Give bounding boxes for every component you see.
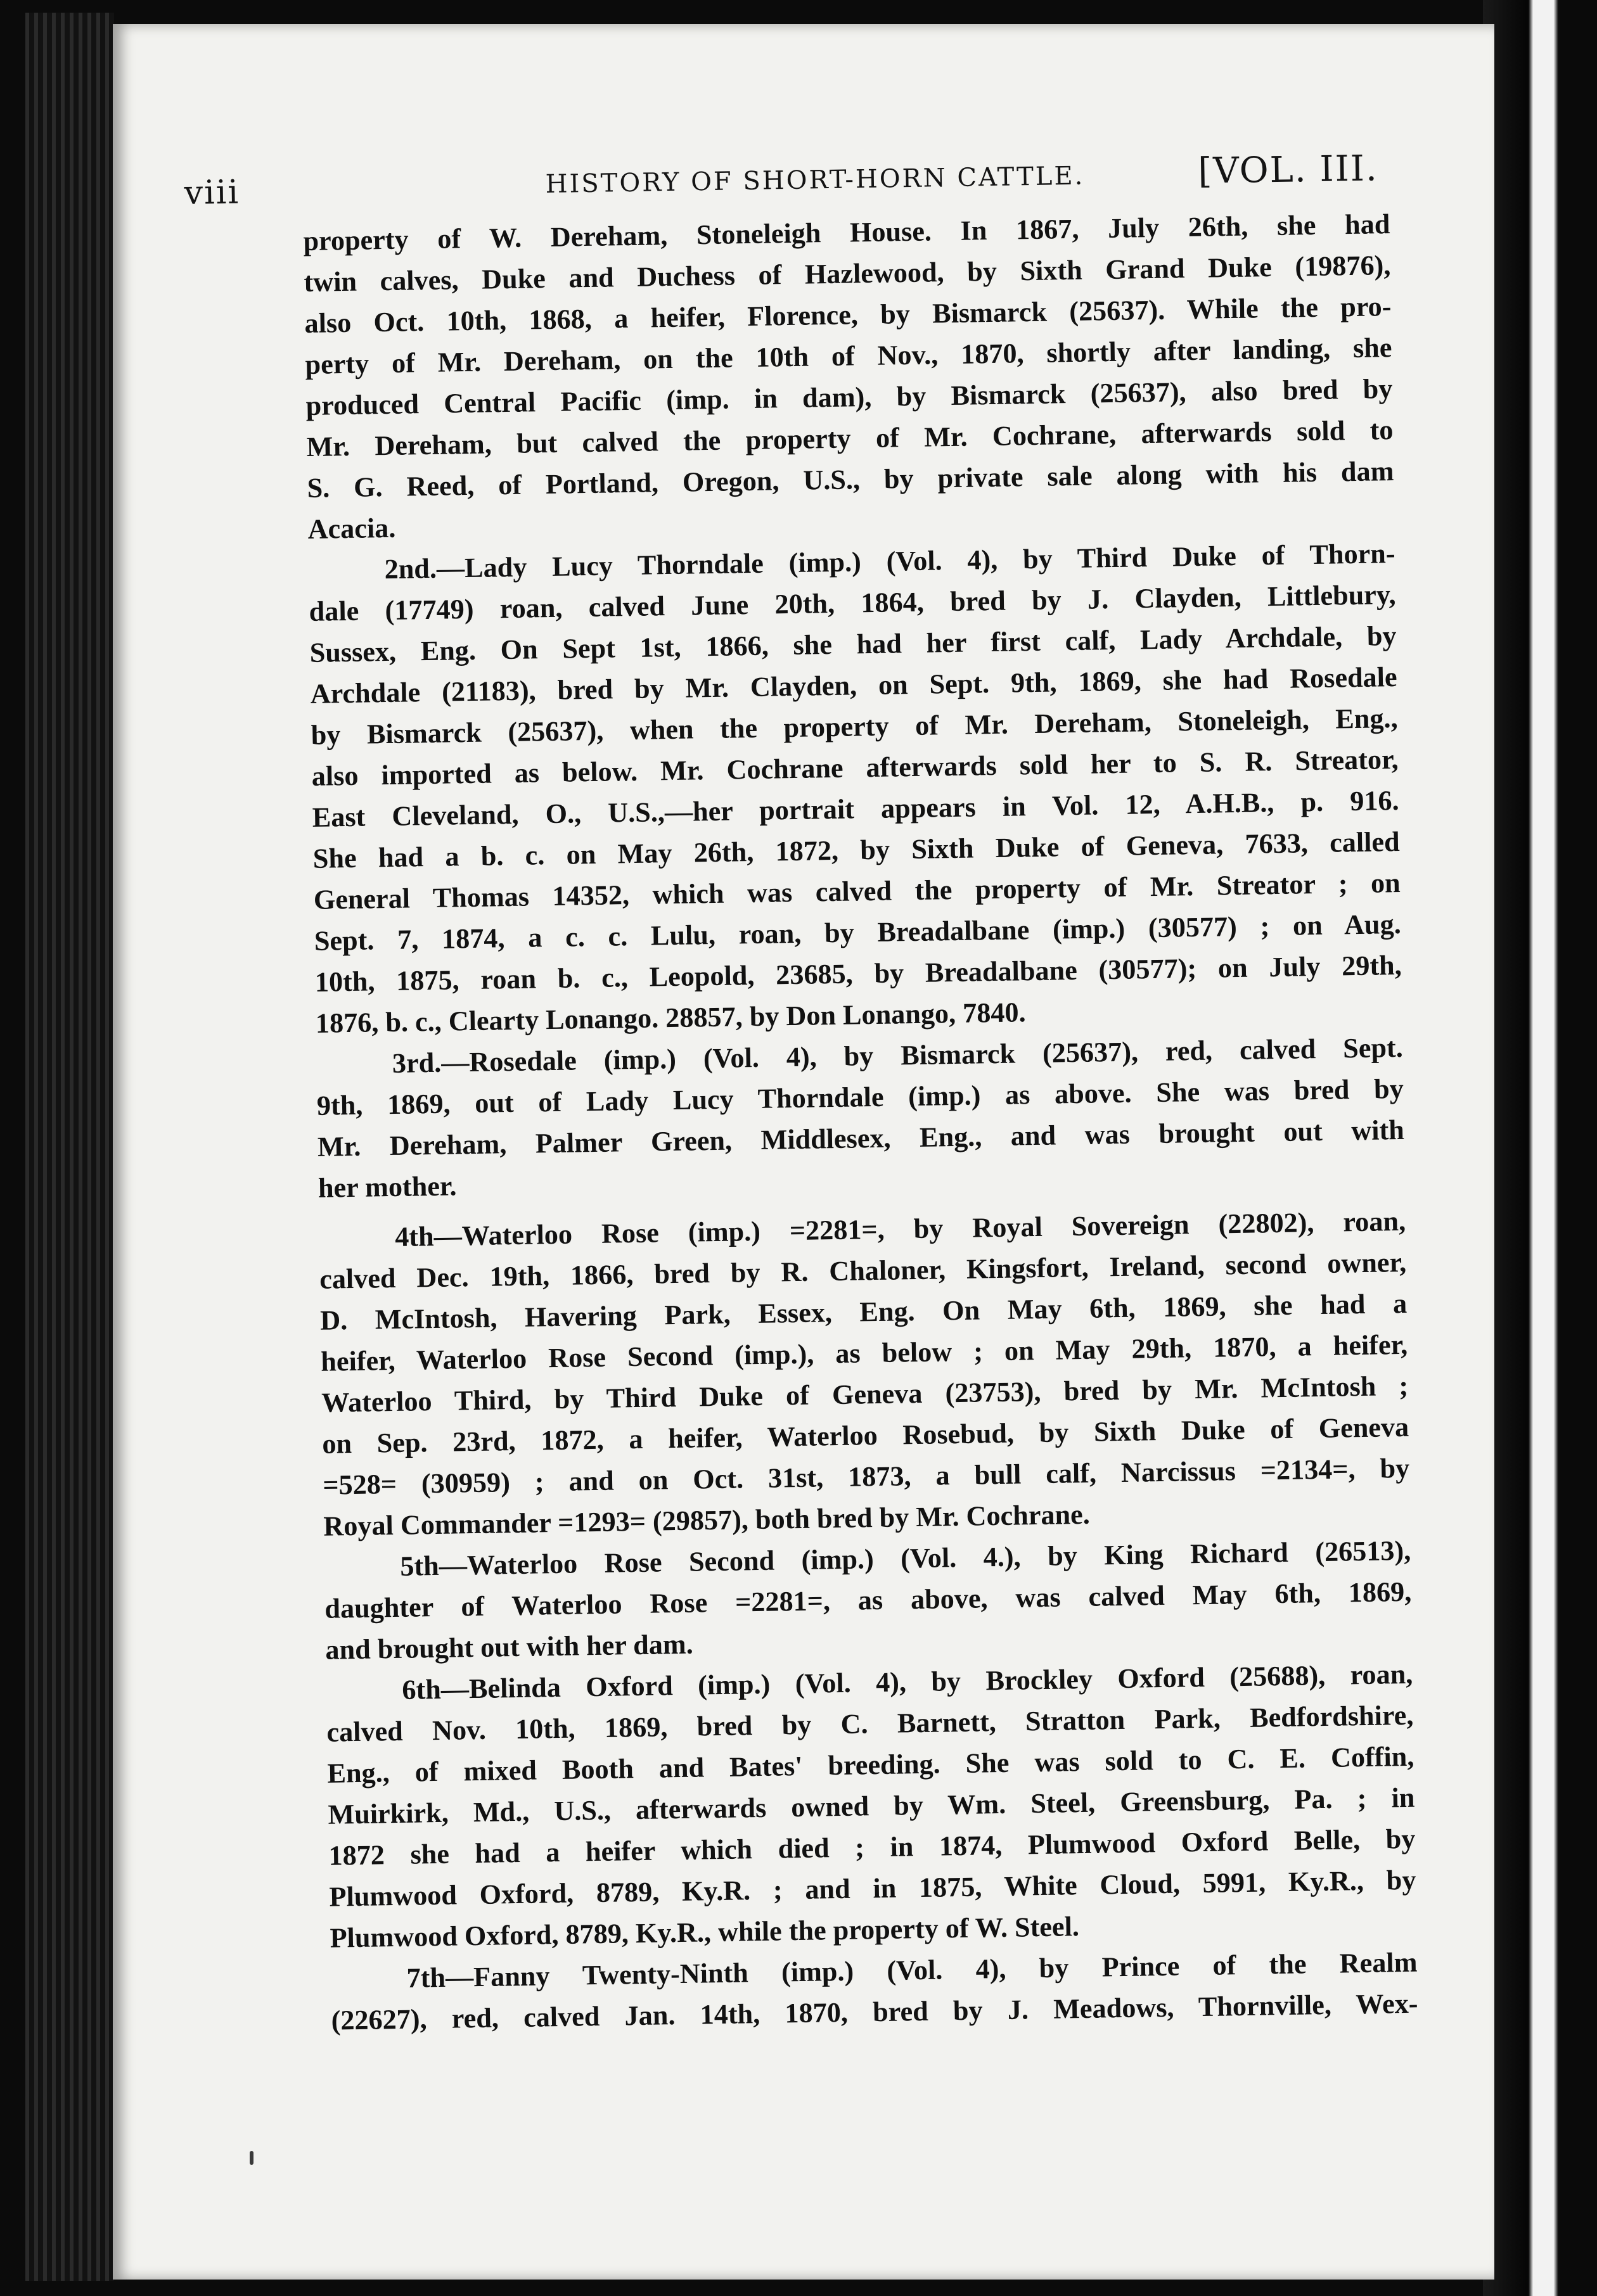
text-line: 7th—Fanny Twenty-Ninth (imp.) (Vol. 4), by Prince of the Realm <box>406 1946 1418 1994</box>
text-line: She had a b. c. on May 26th, 1872, by Sixth Duke of Geneva, 7633, called <box>312 826 1400 874</box>
text-line: Archdale (21183), bred by Mr. Clayden, on Sept. 9th, 1869, she had Rosedale <box>310 661 1397 710</box>
text-line: 4th—Waterloo Rose (imp.) =2281=, by Royal Sovereign (22802), roan, <box>394 1205 1406 1253</box>
text-line: East Cleveland, O., U.S.,—her portrait appears in Vol. 12, A.H.B., p. 916. <box>312 784 1399 833</box>
text-line: also Oct. 10th, 1868, a heifer, Florence, by Bismarck (25637). While the pro- <box>304 291 1392 339</box>
text-line: Sussex, Eng. On Sept 1st, 1866, she had her first calf, Lady Archdale, by <box>309 620 1397 668</box>
paragraph-6 <box>326 1654 1417 1959</box>
text-line: by Bismarck (25637), when the property of Mr. Dereham, Stoneleigh, Eng., <box>311 702 1398 751</box>
text-line: 10th, 1875, roan b. c., Leopold, 23685, by Breadalbane (30577); on July 29th, <box>314 949 1402 998</box>
paragraph-5 <box>324 1530 1413 1671</box>
text-line: 1872 she had a heifer which died ; in 1874, Plumwood Oxford Belle, by <box>328 1823 1416 1872</box>
text-line: D. McIntosh, Havering Park, Essex, Eng. On May 6th, 1869, she had a <box>319 1287 1408 1336</box>
text-line: property of W. Dereham, Stoneleigh House. In 1867, July 26th, she had <box>303 208 1390 257</box>
running-title: HISTORY OF SHORT-HORN CATTLE. <box>545 161 1085 200</box>
text-line: her mother. <box>317 1170 457 1204</box>
text-line: Mr. Dereham, but calved the property of Mr. Cochrane, afterwards sold to <box>306 414 1394 462</box>
text-line: Plumwood Oxford, 8789, Ky.R., while the property of W. Steel. <box>330 1911 1080 1954</box>
text-line: Eng., of mixed Booth and Bates' breeding. She was sold to C. E. Coffin, <box>327 1740 1414 1789</box>
paragraph-2 <box>308 533 1402 1044</box>
volume-marker: [VOL. III. <box>1197 148 1379 192</box>
text-line: General Thomas 14352, which was calved the property of Mr. Streator ; on <box>313 867 1401 915</box>
text-line: Sept. 7, 1874, a c. c. Lulu, roan, by Breadalbane (imp.) (30577) ; on Aug. <box>314 908 1402 957</box>
text-line: 1876, b. c., Clearty Lonango. 28857, by Don Lonango, 7840. <box>315 997 1026 1039</box>
text-line: produced Central Pacific (imp. in dam), by Bismarck (25637), also bred by <box>305 373 1393 421</box>
scan-speck <box>250 2151 253 2165</box>
text-line: Acacia. <box>307 512 396 545</box>
paragraph-4 <box>319 1201 1411 1547</box>
text-line: 5th—Waterloo Rose Second (imp.) (Vol. 4.), by King Richard (26513), <box>400 1534 1411 1582</box>
text-line: Royal Commander =1293= (29857), both bred by Mr. Cochrane. <box>323 1498 1091 1542</box>
paragraph-3 <box>316 1027 1405 1209</box>
text-line: 9th, 1869, out of Lady Lucy Thorndale (imp.) as above. She was bred by <box>316 1073 1404 1121</box>
text-line: Muirkirk, Md., U.S., afterwards owned by Wm. Steel, Greensburg, Pa. ; in <box>328 1782 1415 1830</box>
text-line: daughter of Waterloo Rose =2281=, as above, was calved May 6th, 1869, <box>324 1576 1412 1624</box>
text-line: also imported as below. Mr. Cochrane afterwards sold her to S. R. Streator, <box>311 743 1399 792</box>
paragraph-1 <box>303 203 1395 550</box>
text-line: calved Nov. 10th, 1869, bred by C. Barnett, Stratton Park, Bedfordshire, <box>326 1699 1414 1748</box>
paragraph-7 <box>330 1942 1418 2041</box>
text-line: perty of Mr. Dereham, on the 10th of Nov., 1870, shortly after landing, she <box>305 332 1392 380</box>
text-line: and brought out with her dam. <box>325 1628 694 1666</box>
text-line: =528= (30959) ; and on Oct. 31st, 1873, a bull calf, Narcissus =2134=, by <box>322 1452 1410 1501</box>
page-number: viii <box>184 173 240 212</box>
book-binding-edge <box>25 13 114 2281</box>
text-line: (22627), red, calved Jan. 14th, 1870, bred by J. Meadows, Thornville, Wex- <box>331 1987 1418 2036</box>
text-line: Waterloo Third, by Third Duke of Geneva (23753), bred by Mr. McIntosh ; <box>321 1370 1409 1419</box>
text-line: S. G. Reed, of Portland, Oregon, U.S., by private sale along with his dam <box>307 456 1394 504</box>
text-line: dale (17749) roan, calved June 20th, 1864, bred by J. Clayden, Littlebury, <box>309 578 1396 627</box>
text-line: 3rd.—Rosedale (imp.) (Vol. 4), by Bismarck (25637), red, calved Sept. <box>392 1031 1404 1079</box>
text-line: Mr. Dereham, Palmer Green, Middlesex, Eng., and was brought out with <box>317 1114 1405 1163</box>
text-line: Plumwood Oxford, 8789, Ky.R. ; and in 1875, White Cloud, 5991, Ky.R., by <box>329 1864 1416 1913</box>
text-line: 2nd.—Lady Lucy Thorndale (imp.) (Vol. 4), by Third Duke of Thorn- <box>384 537 1395 585</box>
scan-right-margin <box>1483 0 1597 2296</box>
page-body <box>303 203 1418 2041</box>
text-line: heifer, Waterloo Rose Second (imp.), as below ; on May 29th, 1870, a heifer, <box>320 1329 1408 1377</box>
text-line: 6th—Belinda Oxford (imp.) (Vol. 4), by Brockley Oxford (25688), roan, <box>402 1658 1413 1706</box>
text-line: calved Dec. 19th, 1866, bred by R. Chaloner, Kingsfort, Ireland, second owner, <box>319 1246 1407 1295</box>
text-line: on Sep. 23rd, 1872, a heifer, Waterloo Rosebud, by Sixth Duke of Geneva <box>321 1411 1409 1460</box>
text-line: twin calves, Duke and Duchess of Hazlewood, by Sixth Grand Duke (19876), <box>304 250 1391 298</box>
